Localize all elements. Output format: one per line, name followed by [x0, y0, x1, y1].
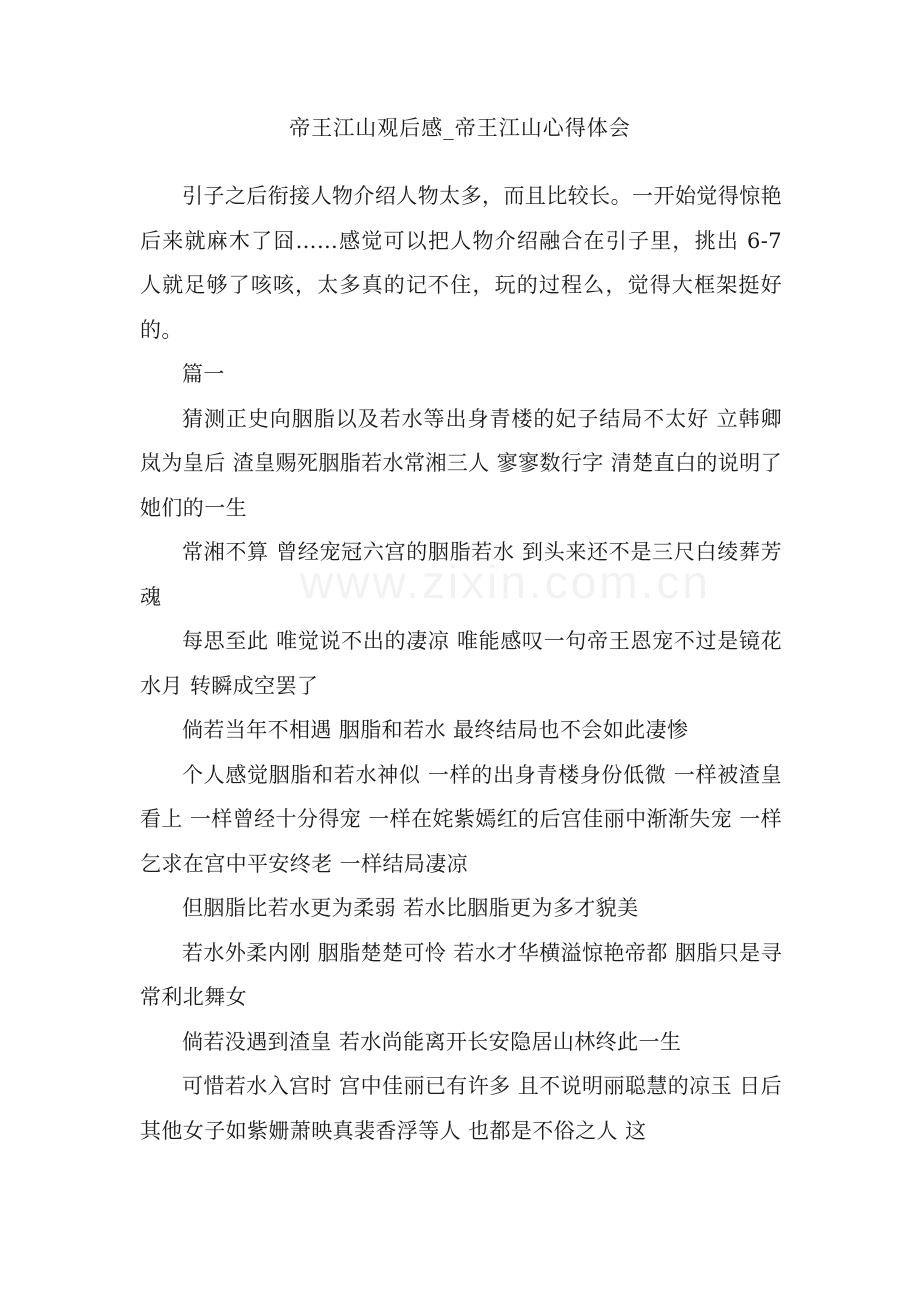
document-title: 帝王江山观后感_帝王江山心得体会 [289, 116, 631, 140]
site-watermark: www.zixin.com.cn [300, 556, 711, 608]
paragraph: 可惜若水入宫时 宫中佳丽已有许多 且不说明丽聪慧的凉玉 日后其他女子如紫姗萧映真裴香浮等人 也都是不俗之人 这 [140, 1074, 782, 1143]
section-heading: 篇一 [182, 362, 225, 386]
paragraph: 但胭脂比若水更为柔弱 若水比胭脂更为多才貌美 [182, 896, 639, 920]
paragraph: 常湘不算 曾经宠冠六宫的胭脂若水 到头来还不是三尺白绫葬芳魂 [140, 540, 782, 609]
document-body [140, 174, 782, 1153]
paragraph: 若水外柔内刚 胭脂楚楚可怜 若水才华横溢惊艳帝都 胭脂只是寻常利北舞女 [140, 940, 782, 1009]
paragraph: 每思至此 唯觉说不出的凄凉 唯能感叹一句帝王恩宠不过是镜花水月 转瞬成空罢了 [140, 629, 782, 698]
paragraph: 个人感觉胭脂和若水神似 一样的出身青楼身份低微 一样被渣皇看上 一样曾经十分得宠 一样在姹紫嫣红的后宫佳丽中渐渐失宠 一样乞求在宫中平安终老 一样结局凄凉 [140, 762, 782, 876]
paragraph-intro: 引子之后衔接人物介绍人物太多，而且比较长。一开始觉得惊艳后来就麻木了囧……感觉可以把人物介绍融合在引子里，挑出 6-7 人就足够了咳咳，太多真的记不住，玩的过程么，觉得大框架挺好的。 [140, 184, 782, 342]
paragraph: 倘若当年不相遇 胭脂和若水 最终结局也不会如此凄惨 [182, 718, 689, 742]
paragraph: 猜测正史向胭脂以及若水等出身青楼的妃子结局不太好 立韩卿岚为皇后 渣皇赐死胭脂若水常湘三人 寥寥数行字 清楚直白的说明了她们的一生 [140, 406, 782, 520]
paragraph: 倘若没遇到渣皇 若水尚能离开长安隐居山林终此一生 [182, 1029, 682, 1054]
